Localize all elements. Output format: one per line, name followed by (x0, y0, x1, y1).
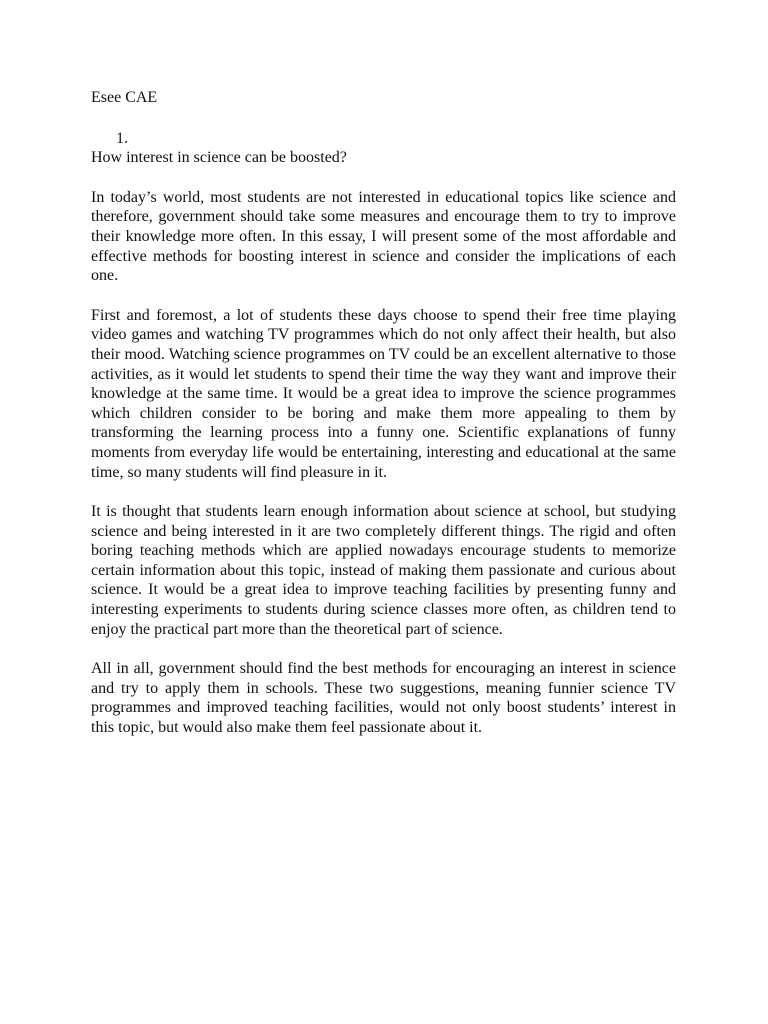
paragraph-introduction: In today’s world, most students are not interested in educational topics like science and therefore, government should take some measures and encourage them to try to improve their knowledge more often. In this essay, I will present some of the most affordable and effective methods for boosting interest in science and consider the implications of each one. (91, 188, 676, 285)
document-page (91, 88, 676, 738)
document-title: Esee CAE (91, 89, 158, 106)
essay-question: How interest in science can be boosted? (91, 149, 347, 167)
paragraph-teaching-methods: It is thought that students learn enough information about science at school, but studying science and being interested in it are two completely different things. The rigid and often boring teaching methods which are applied nowadays encourage students to memorize certain information about this topic, instead of making them passionate and curious about science. It would be a great idea to improve teaching facilities by presenting funny and interesting experiments to students during science classes more often, as children tend to enjoy the practical part more than the theoretical part of science. (91, 503, 676, 638)
paragraph-conclusion: All in all, government should find the best methods for encouraging an interest in science and try to apply them in schools. These two suggestions, meaning funnier science TV programmes and improved teaching facilities, would not only boost students’ interest in this topic, but would also make them feel passionate about it. (91, 660, 676, 737)
paragraph-tv-programmes: First and foremost, a lot of students these days choose to spend their free time playing video games and watching TV programmes which do not only affect their health, but also their mood. Watching science programmes on TV could be an excellent alternative to those activities, as it would let students to spend their time the way they want and improve their knowledge at the same time. It would be a great idea to improve the science programmes which children consider to be boring and make them more appealing to them by transforming the learning process into a funny one. Scientific explanations of funny moments from everyday life would be entertaining, interesting and educational at the same time, so many students will find pleasure in it. (91, 306, 676, 481)
list-number: 1. (116, 129, 128, 147)
